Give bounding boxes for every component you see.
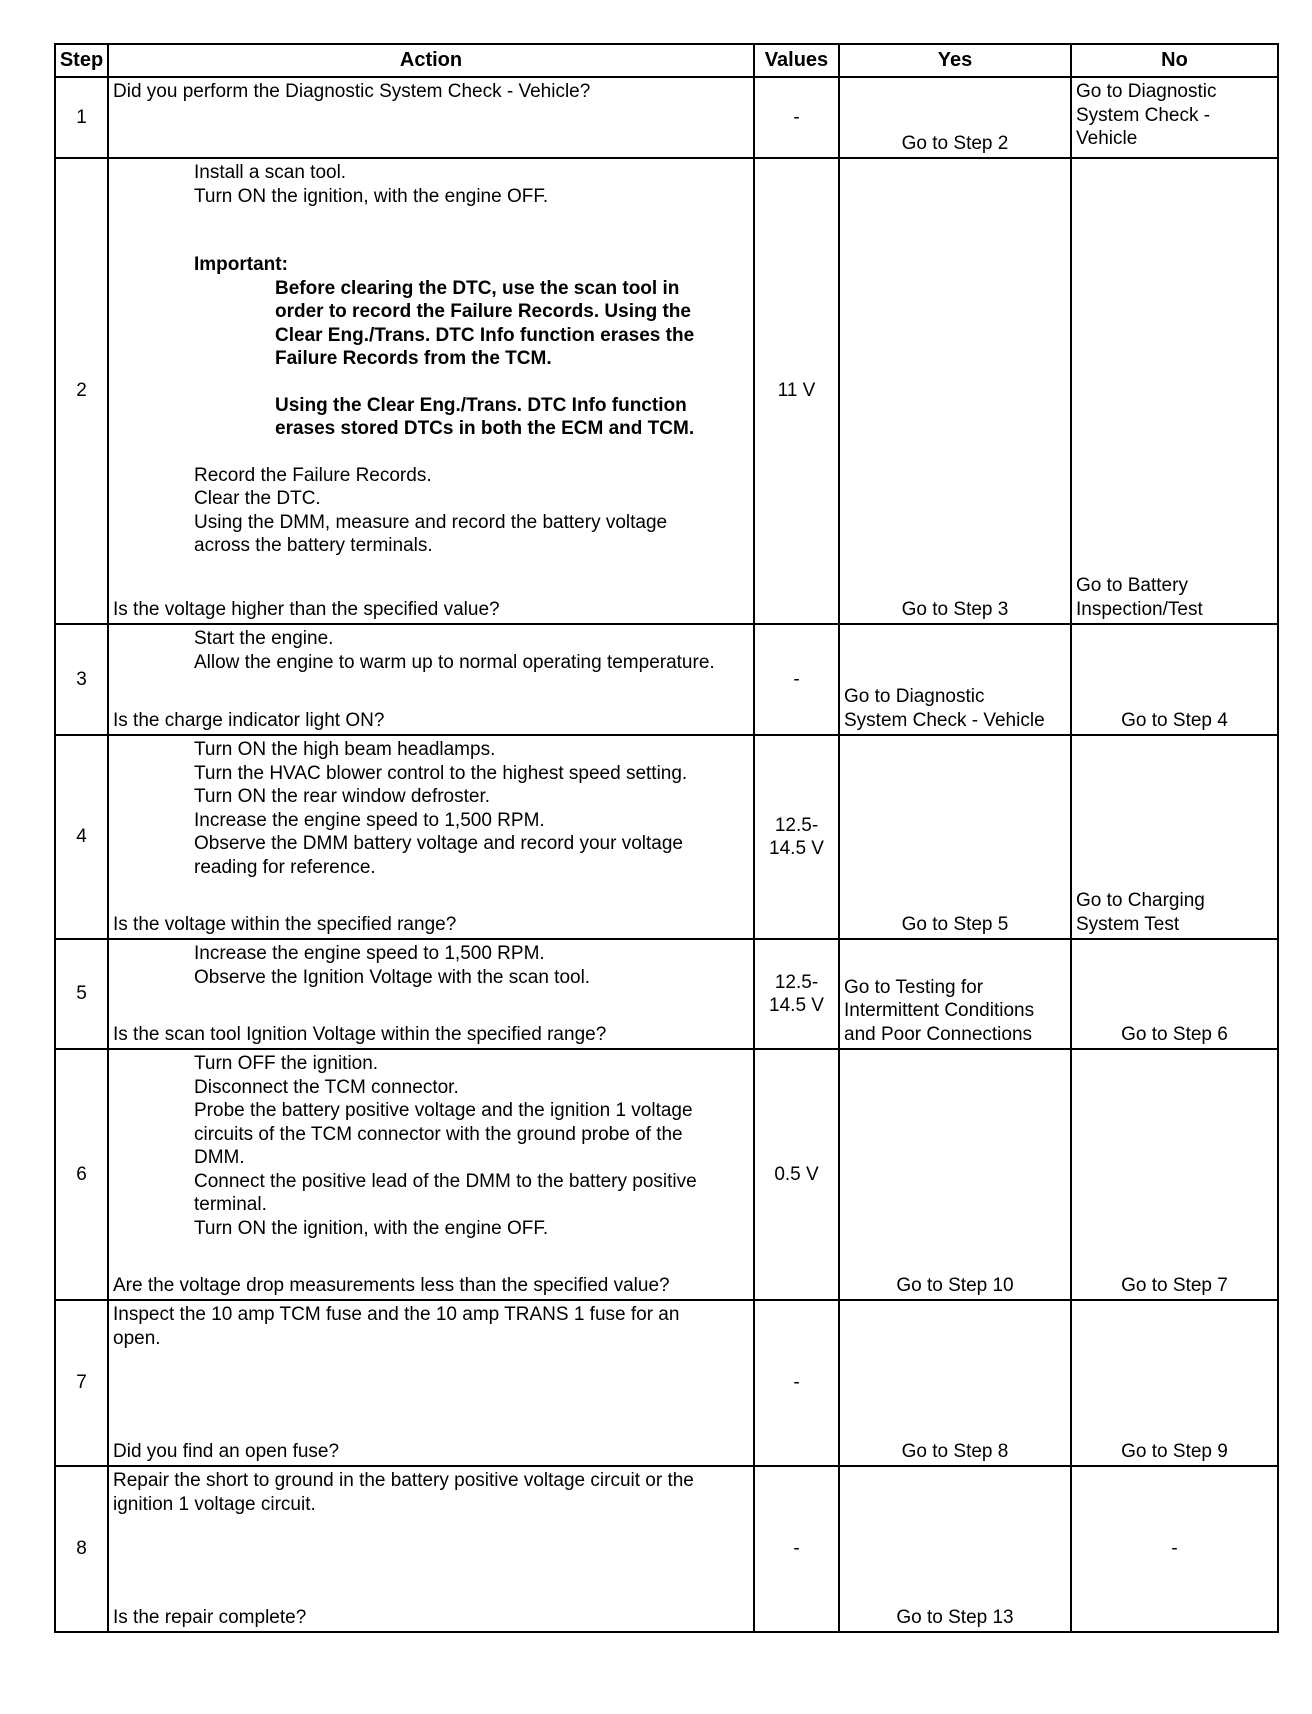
no-cell bbox=[1071, 1049, 1278, 1300]
action-line: Turn ON the ignition, with the engine OFF. bbox=[194, 1217, 549, 1239]
no-link[interactable]: Go to Step 6 bbox=[1121, 1023, 1228, 1045]
step-number: 4 bbox=[55, 735, 108, 939]
action-line: Repair the short to ground in the battery positive voltage circuit or the ignition 1 voltage circuit. bbox=[113, 1470, 694, 1515]
important-note: Before clearing the DTC, use the scan tool in order to record the Failure Records. Using the Clear Eng./Trans. DTC Info function erases the Failure Records from the TCM. bbox=[275, 277, 695, 369]
action-cell bbox=[108, 1466, 754, 1632]
action-cell bbox=[108, 1049, 754, 1300]
header-action: Action bbox=[108, 44, 754, 77]
action-line: Install a scan tool. bbox=[194, 162, 347, 183]
yes-link[interactable]: Go to Step 2 bbox=[901, 132, 1009, 154]
yes-link[interactable]: Go to Step 3 bbox=[901, 598, 1009, 620]
table-row bbox=[55, 158, 1278, 624]
no-cell bbox=[1071, 624, 1278, 735]
action-line: Inspect the 10 amp TCM fuse and the 10 amp TRANS 1 fuse for an open. bbox=[113, 1304, 680, 1349]
step-question: Is the scan tool Ignition Voltage within the specified range? bbox=[113, 1023, 607, 1045]
header-no: No bbox=[1071, 44, 1278, 77]
table-row bbox=[55, 1300, 1278, 1466]
no-cell bbox=[1071, 939, 1278, 1049]
action-line: Record the Failure Records. bbox=[194, 464, 432, 486]
yes-link[interactable]: Go to Diagnostic System Check - Vehicle bbox=[844, 686, 1045, 731]
header-step: Step bbox=[55, 44, 108, 77]
table-row bbox=[55, 1466, 1278, 1632]
yes-link[interactable]: Go to Step 5 bbox=[901, 913, 1009, 935]
value-cell: - bbox=[754, 77, 839, 158]
action-line: Start the engine. bbox=[194, 628, 334, 649]
header-row bbox=[55, 44, 1278, 77]
header-yes: Yes bbox=[839, 44, 1071, 77]
action-line: Increase the engine speed to 1,500 RPM. bbox=[194, 809, 545, 831]
no-cell bbox=[1071, 735, 1278, 939]
step-number: 7 bbox=[55, 1300, 108, 1466]
yes-link[interactable]: Go to Step 13 bbox=[896, 1606, 1014, 1628]
step-question: Is the repair complete? bbox=[113, 1606, 307, 1628]
yes-cell bbox=[839, 939, 1071, 1049]
action-cell bbox=[108, 939, 754, 1049]
no-cell bbox=[1071, 158, 1278, 624]
table-row bbox=[55, 1049, 1278, 1300]
action-line: Allow the engine to warm up to normal operating temperature. bbox=[194, 651, 715, 673]
yes-cell bbox=[839, 1466, 1071, 1632]
action-line: Using the DMM, measure and record the battery voltage across the battery terminals. bbox=[194, 511, 668, 556]
value-cell: 12.5- 14.5 V bbox=[754, 735, 839, 939]
value-cell: - bbox=[754, 1466, 839, 1632]
action-cell bbox=[108, 624, 754, 735]
table-row bbox=[55, 939, 1278, 1049]
step-number: 3 bbox=[55, 624, 108, 735]
action-line: Turn ON the rear window defroster. bbox=[194, 786, 491, 807]
no-cell bbox=[1071, 1300, 1278, 1466]
yes-link[interactable]: Go to Step 8 bbox=[901, 1440, 1009, 1462]
action-cell bbox=[108, 735, 754, 939]
yes-cell bbox=[839, 158, 1071, 624]
yes-cell bbox=[839, 624, 1071, 735]
action-line: Turn ON the ignition, with the engine OFF. bbox=[194, 185, 549, 207]
step-number: 5 bbox=[55, 939, 108, 1049]
action-cell bbox=[108, 77, 754, 158]
yes-cell bbox=[839, 77, 1071, 158]
step-number: 6 bbox=[55, 1049, 108, 1300]
no-link[interactable]: Go to Step 4 bbox=[1121, 709, 1228, 731]
yes-cell bbox=[839, 735, 1071, 939]
action-line: Increase the engine speed to 1,500 RPM. bbox=[194, 943, 545, 964]
step-question: Did you perform the Diagnostic System Check - Vehicle? bbox=[113, 81, 591, 102]
no-link[interactable]: Go to Diagnostic System Check - Vehicle bbox=[1076, 81, 1217, 149]
step-question: Did you find an open fuse? bbox=[113, 1440, 340, 1462]
action-line: Observe the DMM battery voltage and record your voltage reading for reference. bbox=[194, 833, 683, 878]
action-cell bbox=[108, 158, 754, 624]
action-line: Probe the battery positive voltage and the ignition 1 voltage circuits of the TCM connector with the ground probe of the DMM. bbox=[194, 1100, 693, 1168]
action-line: Clear the DTC. bbox=[194, 488, 321, 509]
no-link[interactable]: Go to Battery Inspection/Test bbox=[1076, 575, 1203, 620]
value-cell: - bbox=[754, 624, 839, 735]
no-link[interactable]: Go to Step 9 bbox=[1121, 1440, 1228, 1462]
step-number: 8 bbox=[55, 1466, 108, 1632]
action-line: Observe the Ignition Voltage with the scan tool. bbox=[194, 966, 591, 988]
yes-link[interactable]: Go to Testing for Intermittent Conditions and Poor Connections bbox=[844, 976, 1035, 1045]
action-cell bbox=[108, 1300, 754, 1466]
step-question: Are the voltage drop measurements less than the specified value? bbox=[113, 1274, 670, 1296]
yes-link[interactable]: Go to Step 10 bbox=[896, 1274, 1014, 1296]
table-row bbox=[55, 624, 1278, 735]
action-line: Turn OFF the ignition. bbox=[194, 1053, 379, 1074]
value-cell: - bbox=[754, 1300, 839, 1466]
header-values: Values bbox=[754, 44, 839, 77]
no-cell bbox=[1071, 77, 1278, 158]
action-line: Disconnect the TCM connector. bbox=[194, 1076, 459, 1098]
value-cell: 0.5 V bbox=[754, 1049, 839, 1300]
table-row bbox=[55, 735, 1278, 939]
important-label: Important: bbox=[194, 254, 288, 275]
step-question: Is the voltage higher than the specified value? bbox=[113, 598, 500, 620]
value-cell: 12.5- 14.5 V bbox=[754, 939, 839, 1049]
no-link[interactable]: Go to Step 7 bbox=[1121, 1274, 1228, 1296]
step-question: Is the voltage within the specified range? bbox=[113, 913, 457, 935]
important-note: Using the Clear Eng./Trans. DTC Info function erases stored DTCs in both the ECM and TCM. bbox=[275, 394, 695, 439]
yes-cell bbox=[839, 1300, 1071, 1466]
step-number: 1 bbox=[55, 77, 108, 158]
action-line: Turn ON the high beam headlamps. bbox=[194, 739, 496, 760]
diagnostic-table bbox=[54, 43, 1279, 1633]
no-cell: - bbox=[1071, 1466, 1278, 1632]
step-number: 2 bbox=[55, 158, 108, 624]
table-row bbox=[55, 77, 1278, 158]
step-question: Is the charge indicator light ON? bbox=[113, 709, 385, 731]
action-line: Turn the HVAC blower control to the highest speed setting. bbox=[194, 762, 688, 784]
no-link[interactable]: Go to Charging System Test bbox=[1076, 890, 1205, 935]
action-line: Connect the positive lead of the DMM to the battery positive terminal. bbox=[194, 1170, 697, 1215]
value-cell: 11 V bbox=[754, 158, 839, 624]
yes-cell bbox=[839, 1049, 1071, 1300]
